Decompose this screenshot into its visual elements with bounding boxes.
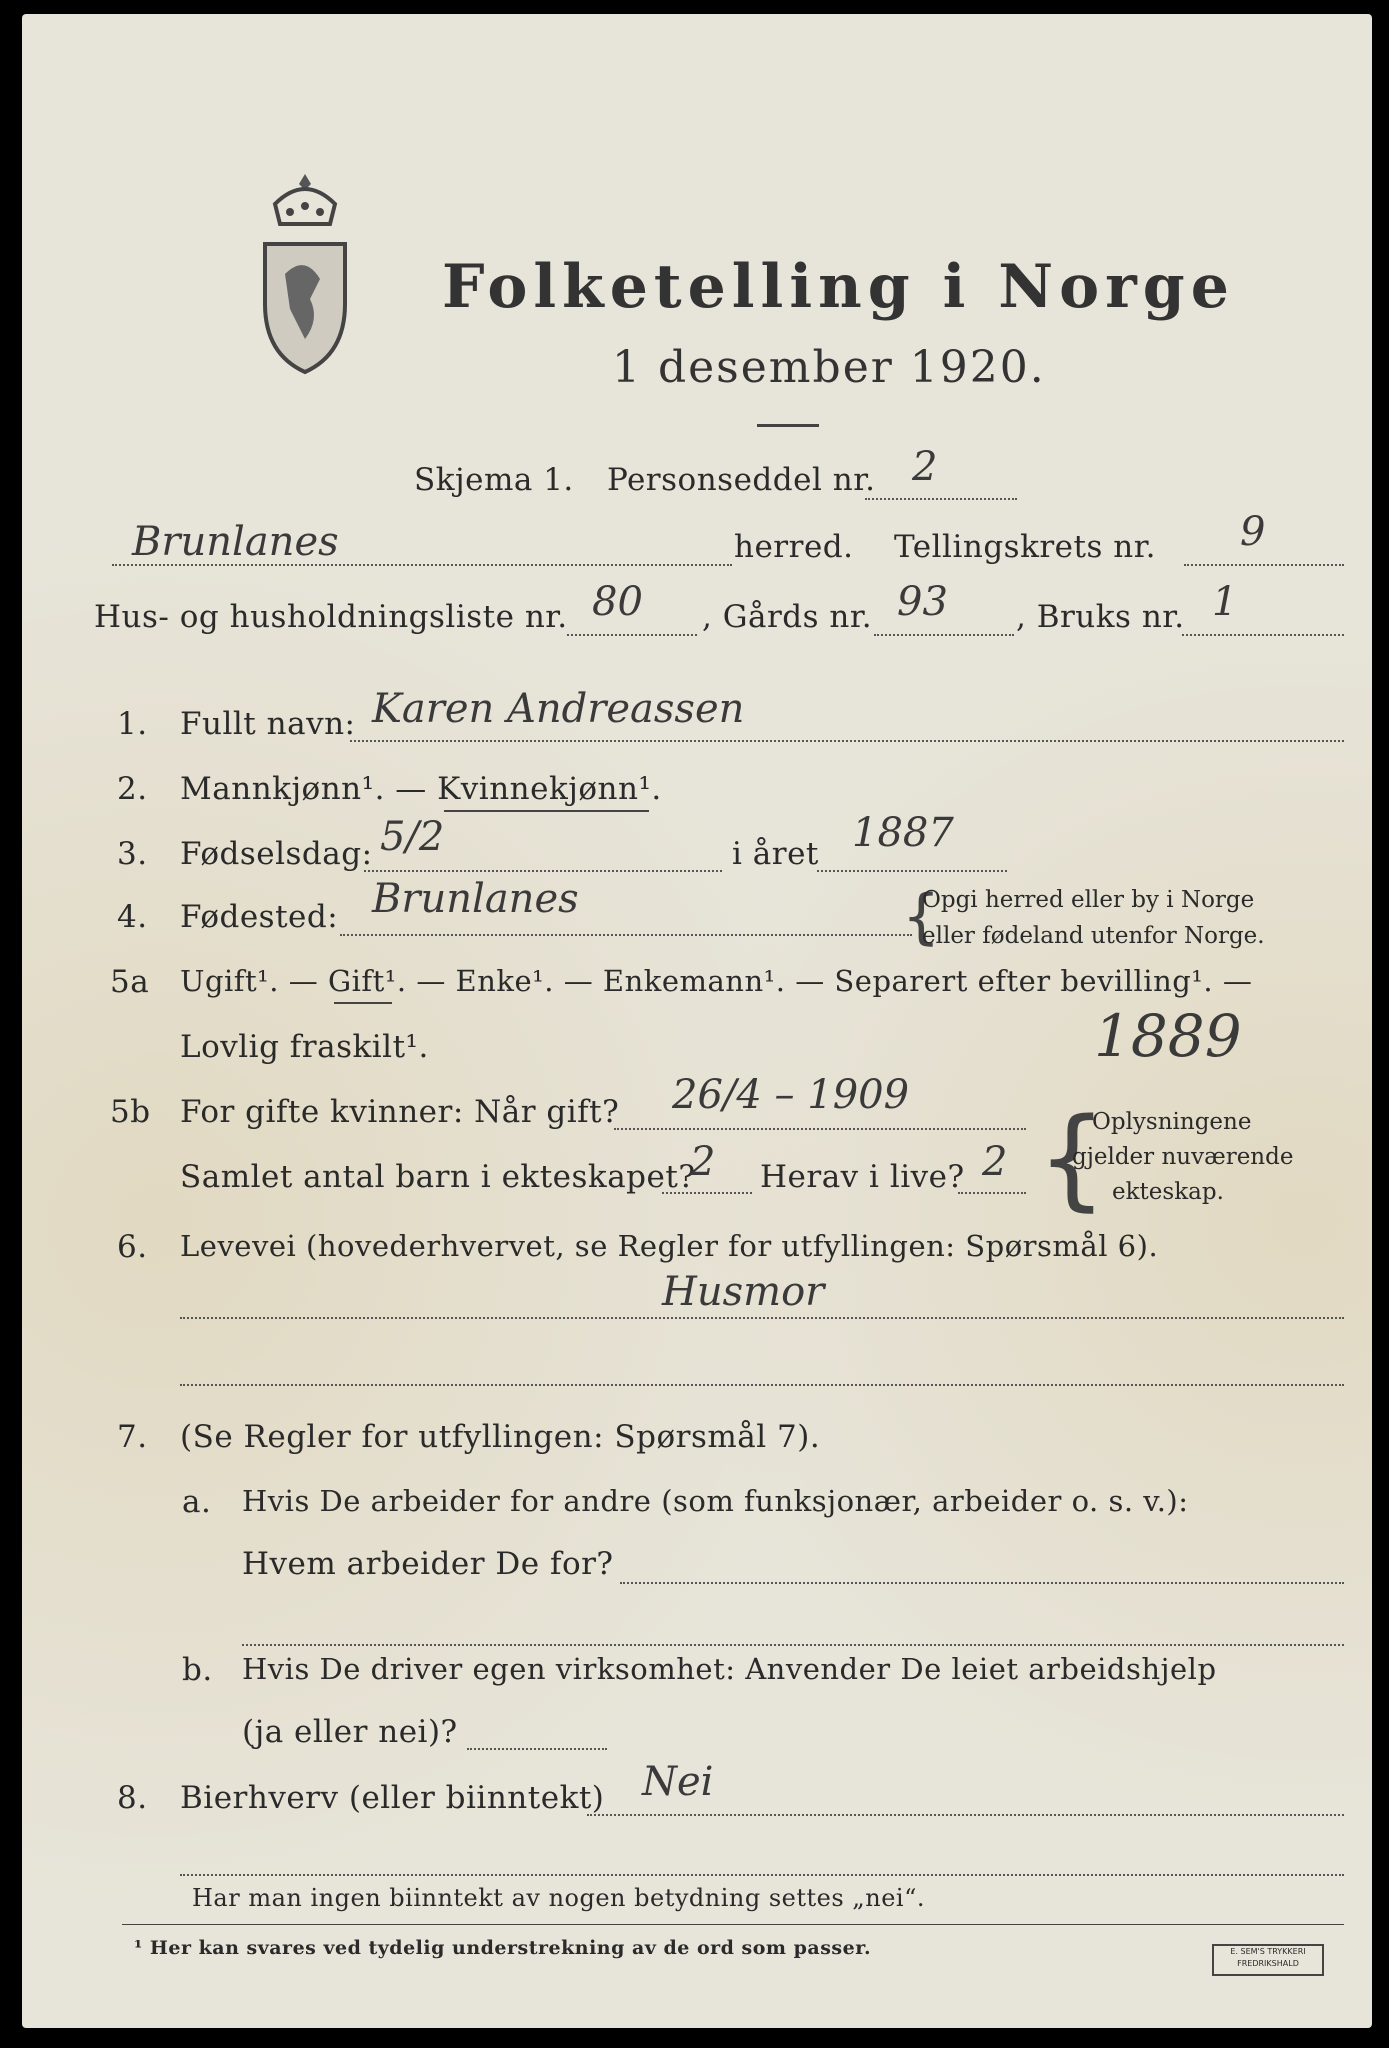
q6-line-2: [180, 1384, 1344, 1386]
q5b-number: 5b: [110, 1094, 151, 1130]
q3-year-label: i året: [732, 836, 819, 872]
footnote-divider: [122, 1924, 1344, 1925]
q3-year-line: [817, 870, 1007, 872]
q2-label: Mannkjønn¹. — Kvinnekjønn¹.: [180, 771, 662, 807]
footnote: ¹ Her kan svares ved tydelig understrekning av de ord som passer.: [134, 1937, 872, 1959]
q3-value[interactable]: 5/2: [380, 814, 445, 860]
form-title: Folketelling i Norge: [442, 252, 1235, 322]
q7a-line-1: [620, 1582, 1344, 1584]
q5b-value[interactable]: 26/4 – 1909: [672, 1072, 910, 1118]
census-date: 1 desember 1920.: [612, 342, 1046, 393]
q3-number: 3.: [117, 836, 148, 872]
q4-note-2: eller fødeland utenfor Norge.: [922, 923, 1265, 949]
q8-note: Har man ingen biinntekt av nogen betydning settes „nei“.: [192, 1884, 925, 1912]
coat-of-arms-icon: [250, 164, 360, 384]
q6-number: 6.: [117, 1229, 148, 1265]
q7b-label-2: (ja eller nei)?: [242, 1714, 458, 1750]
q8-number: 8.: [117, 1780, 148, 1816]
schema-label: Skjema 1.: [414, 462, 574, 498]
herred-label: herred.: [734, 529, 854, 565]
q5b-live-line: [958, 1192, 1026, 1194]
q4-brace: {: [902, 882, 941, 952]
q5b-live-label: Herav i live?: [760, 1159, 965, 1195]
q7b-line: [467, 1748, 607, 1750]
q5a-label-2: Lovlig fraskilt¹.: [180, 1029, 429, 1065]
q7b-number: b.: [182, 1652, 213, 1688]
person-nr-value[interactable]: 2: [912, 444, 938, 490]
q5b-children-value[interactable]: 2: [690, 1139, 716, 1185]
q4-label: Fødested:: [180, 899, 339, 935]
census-form: [22, 14, 1372, 2028]
q4-value[interactable]: Brunlanes: [372, 876, 579, 922]
q4-line: [340, 934, 912, 936]
herred-line: [112, 564, 732, 566]
q7a-label: Hvis De arbeider for andre (som funksjonær, arbeider o. s. v.):: [242, 1484, 1189, 1518]
q8-value[interactable]: Nei: [642, 1759, 714, 1805]
q1-value[interactable]: Karen Andreassen: [372, 686, 745, 732]
q6-value[interactable]: Husmor: [662, 1269, 825, 1315]
q5a-gift-underline: [334, 1002, 392, 1004]
q7a-number: a.: [182, 1484, 212, 1520]
q7-label: (Se Regler for utfyllingen: Spørsmål 7).: [180, 1419, 821, 1455]
hus-value[interactable]: 80: [592, 579, 643, 625]
bruks-value[interactable]: 1: [1212, 579, 1238, 625]
printer-stamp: E. SEM'S TRYKKERI FREDRIKSHALD: [1212, 1944, 1324, 1976]
q4-number: 4.: [117, 899, 148, 935]
q1-number: 1.: [117, 706, 148, 742]
gards-line: [874, 634, 1014, 636]
q1-label: Fullt navn:: [180, 706, 356, 742]
person-nr-line: [865, 498, 1017, 500]
herred-value[interactable]: Brunlanes: [132, 519, 339, 565]
q5b-label-2: Samlet antal barn i ekteskapet?: [180, 1159, 696, 1195]
q4-note-1: Opgi herred eller by i Norge: [922, 887, 1255, 913]
q5a-label: Ugift¹. — Gift¹. — Enke¹. — Enkemann¹. — Separert efter bevilling¹. —: [180, 964, 1253, 998]
q5a-number: 5a: [110, 964, 150, 1000]
q5b-note-2: gjelder nuværende: [1072, 1144, 1294, 1170]
bruks-label: , Bruks nr.: [1016, 599, 1185, 635]
hus-line: [567, 634, 697, 636]
q8-line-1: [587, 1814, 1344, 1816]
krets-line: [1184, 564, 1344, 566]
q8-label: Bierhverv (eller biinntekt): [180, 1780, 605, 1816]
bruks-line: [1182, 634, 1344, 636]
q5b-children-line: [662, 1192, 752, 1194]
q1-line: [350, 740, 1344, 742]
q2-number: 2.: [117, 771, 148, 807]
q7-number: 7.: [117, 1419, 148, 1455]
q6-line-1: [180, 1317, 1344, 1319]
q5b-brace: {: [1037, 1094, 1107, 1222]
q5a-margin-note: 1889: [1094, 1002, 1242, 1070]
q5b-label: For gifte kvinner: Når gift?: [180, 1094, 620, 1130]
person-label: Personseddel nr.: [607, 462, 876, 498]
krets-label: Tellingskrets nr.: [894, 529, 1156, 565]
krets-value[interactable]: 9: [1240, 509, 1266, 555]
hus-label: Hus- og husholdningsliste nr.: [94, 599, 568, 635]
q7b-label: Hvis De driver egen virksomhet: Anvender De leiet arbeidshjelp: [242, 1652, 1217, 1686]
gards-label: , Gårds nr.: [702, 599, 873, 635]
q3-year-value[interactable]: 1887: [852, 810, 954, 856]
q5b-note-3: ekteskap.: [1112, 1179, 1224, 1205]
q7a-label-2: Hvem arbeider De for?: [242, 1546, 614, 1582]
q6-label: Levevei (hovederhvervet, se Regler for utfyllingen: Spørsmål 6).: [180, 1229, 1159, 1263]
gards-value[interactable]: 93: [897, 579, 948, 625]
q5b-live-value[interactable]: 2: [982, 1139, 1008, 1185]
q2-underline: [444, 810, 649, 812]
q7a-line-2: [242, 1644, 1344, 1646]
q3-label: Fødselsdag:: [180, 836, 373, 872]
q5b-note-1: Oplysningene: [1092, 1109, 1252, 1135]
q3-line: [364, 870, 722, 872]
q8-line-2: [180, 1874, 1344, 1876]
title-divider: [757, 424, 819, 427]
q5b-line: [614, 1128, 1026, 1130]
